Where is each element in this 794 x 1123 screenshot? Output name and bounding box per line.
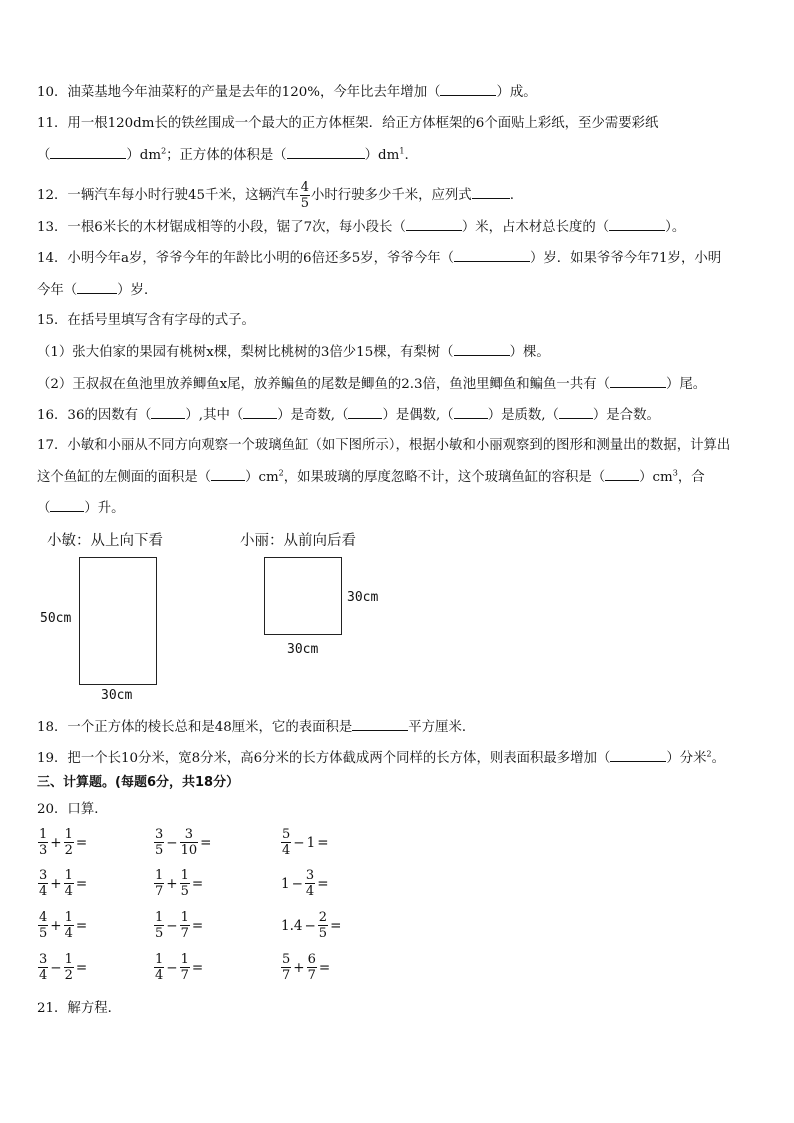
fraction	[180, 952, 190, 983]
question-13: 13．一根6米长的木材锯成相等的小段，锯了7次，每小段长（ ）米，占木材总长度的（ ）。	[37, 217, 685, 238]
numerator: 1	[64, 868, 73, 883]
answer-blank[interactable]	[50, 498, 84, 512]
question-11-line1: 11．用一根120dm长的铁丝围成一个最大的正方体框架．给正方体框架的6个面贴上彩纸，至少需要彩纸	[37, 116, 659, 131]
denominator: 4	[282, 843, 291, 858]
fraction	[154, 868, 164, 899]
denominator: 4	[64, 884, 73, 899]
denominator: 7	[180, 926, 189, 941]
denominator: 4	[64, 926, 73, 941]
question-14-line1: 14．小明今年a岁，爷爷今年的年龄比小明的6倍还多5岁，爷爷今年（ ）岁．如果爷爷今年71岁，小明	[37, 248, 721, 269]
denominator: 4	[305, 884, 315, 899]
fraction	[64, 827, 74, 858]
question-14-line2: 今年（ ）岁．	[37, 280, 157, 301]
equals-sign: =	[191, 917, 204, 934]
operator: +	[50, 917, 62, 934]
denominator: 7	[282, 968, 291, 983]
fraction	[64, 952, 74, 983]
operator: +	[293, 959, 305, 976]
question-15-part1: （1）张大伯家的果园有桃树x棵，梨树比桃树的3倍少15棵，有梨树（ ）棵。	[37, 342, 550, 363]
question-10: 10．油菜基地今年油菜籽的产量是去年的120%，今年比去年增加（ ）成。	[37, 82, 537, 103]
denominator: 5	[155, 843, 164, 858]
denominator: 7	[155, 884, 164, 899]
operator: −	[166, 959, 178, 976]
operator: −	[293, 834, 305, 851]
answer-blank[interactable]	[472, 185, 510, 199]
question-17-line3: （ ）升。	[37, 498, 125, 519]
numerator: 3	[305, 868, 315, 883]
numerator: 1	[155, 910, 164, 925]
numerator: 4	[39, 910, 48, 925]
numerator: 3	[39, 868, 48, 883]
question-16: 16．36的因数有（ ）,其中（ ）是奇数,（ ）是偶数,（ ）是质数,（ ）是合数。	[37, 405, 660, 426]
figure-caption-front-view: 小丽：从前向后看	[240, 533, 356, 549]
fraction	[180, 827, 199, 858]
equals-sign: =	[317, 875, 329, 892]
figure-caption-top-view: 小敏：从上向下看	[47, 533, 163, 549]
numerator: 3	[155, 827, 164, 842]
numerator: 6	[307, 952, 316, 967]
operator: −	[291, 875, 303, 892]
oral-calc-item	[153, 827, 212, 858]
operator: +	[166, 875, 178, 892]
fraction	[154, 827, 164, 858]
operator: −	[304, 917, 316, 934]
oral-calc-item	[280, 910, 342, 941]
oral-calc-item	[153, 952, 204, 983]
fraction	[64, 868, 74, 899]
fraction	[305, 868, 315, 899]
answer-blank[interactable]	[77, 280, 117, 294]
front-view-height-label: 30cm	[347, 590, 379, 605]
answer-blank[interactable]	[211, 467, 245, 481]
numerator: 1	[64, 910, 73, 925]
denominator: 5	[39, 926, 48, 941]
question-15-part2: （2）王叔叔在鱼池里放养鲫鱼x尾，放养鳊鱼的尾数是鲫鱼的2.3倍，鱼池里鲫鱼和鳊鱼一共有（ ）尾。	[37, 374, 706, 395]
oral-calc-item	[280, 827, 330, 858]
answer-blank[interactable]	[610, 374, 666, 388]
whole-number: 1	[281, 875, 290, 892]
equals-sign: =	[191, 875, 204, 892]
fraction	[154, 910, 164, 941]
fraction	[38, 952, 48, 983]
oral-calc-item	[37, 952, 88, 983]
question-18: 18．一个正方体的棱长总和是48厘米，它的表面积是 平方厘米．	[37, 717, 475, 738]
operator: +	[50, 834, 62, 851]
oral-calc-item	[37, 868, 88, 899]
oral-calc-item	[280, 952, 331, 983]
answer-blank[interactable]	[406, 217, 462, 231]
operator: −	[166, 834, 178, 851]
fraction	[307, 952, 317, 983]
question-19: 19．把一个长10分米，宽8分米，高6分米的长方体截成两个同样的长方体，则表面积最多增加（ ）分米$^2$。	[37, 749, 726, 766]
oral-calc-item	[37, 827, 88, 858]
operator: +	[50, 875, 62, 892]
answer-blank[interactable]	[610, 748, 666, 762]
numerator: 5	[282, 827, 291, 842]
numerator: 1	[180, 868, 189, 883]
answer-blank[interactable]	[348, 405, 382, 419]
operator: −	[50, 959, 62, 976]
numerator: 5	[282, 952, 291, 967]
section-3-heading: 三、计算题。(每题6分，共18分）	[37, 775, 240, 790]
denominator: 7	[307, 968, 316, 983]
answer-blank[interactable]	[151, 405, 185, 419]
question-11-line2: （ ）$dm^2$；正方体的体积是（ ）$dm^1$.	[37, 146, 409, 163]
oral-calc-item	[37, 910, 88, 941]
numerator: 1	[39, 827, 48, 842]
numerator: 1	[64, 827, 73, 842]
question-12: 12．一辆汽车每小时行驶45千米，这辆汽车 $\frac{4}{5}$ 小时行驶多少千米，应列式 .	[37, 180, 514, 211]
whole-number: 1.4	[281, 917, 303, 934]
whole-number: 1	[306, 834, 316, 851]
question-17-line2: 这个鱼缸的左侧面的面积是（ ）$cm^2$，如果玻璃的厚度忽略不计，这个玻璃鱼缸的容积是（ ）$cm^3$，合	[37, 468, 705, 485]
numerator: 1	[155, 868, 164, 883]
fraction	[180, 910, 190, 941]
front-view-square	[264, 557, 342, 635]
question-21-title: 21．解方程．	[37, 1001, 121, 1016]
question-20-title: 20．口算．	[37, 802, 108, 817]
numerator: 2	[318, 910, 328, 925]
answer-blank[interactable]	[559, 405, 593, 419]
top-view-height-label: 50cm	[40, 611, 72, 626]
denominator: 5	[155, 926, 164, 941]
answer-blank[interactable]	[243, 405, 277, 419]
numerator: 3	[184, 827, 193, 842]
denominator: 3	[39, 843, 48, 858]
numerator: 1	[180, 910, 189, 925]
top-view-rectangle	[79, 557, 157, 685]
fraction	[281, 827, 291, 858]
equals-sign: =	[317, 834, 329, 851]
numerator: 1	[155, 952, 164, 967]
denominator: 5	[318, 926, 328, 941]
numerator: 3	[39, 952, 48, 967]
equals-sign: =	[318, 959, 331, 976]
equals-sign: =	[75, 875, 88, 892]
front-view-width-label: 30cm	[287, 642, 319, 657]
operator: −	[166, 917, 178, 934]
denominator: 2	[64, 968, 73, 983]
fraction	[38, 868, 48, 899]
answer-blank[interactable]	[50, 145, 126, 159]
answer-blank[interactable]	[454, 405, 488, 419]
denominator: 4	[39, 968, 48, 983]
fraction	[38, 827, 48, 858]
answer-blank[interactable]	[287, 145, 365, 159]
denominator: 10	[180, 843, 198, 858]
oral-calc-item	[153, 868, 204, 899]
equals-sign: =	[75, 834, 88, 851]
equals-sign: =	[75, 917, 88, 934]
fraction: $\frac{4}{5}$	[300, 180, 309, 211]
numerator: 1	[64, 952, 73, 967]
denominator: 5	[180, 884, 189, 899]
equals-sign: =	[200, 834, 212, 851]
equals-sign: =	[191, 959, 204, 976]
fraction	[64, 910, 74, 941]
fraction	[318, 910, 328, 941]
question-15-title: 15．在括号里填写含有字母的式子。	[37, 313, 255, 328]
fraction	[180, 868, 190, 899]
answer-blank[interactable]	[454, 248, 530, 262]
fraction	[281, 952, 291, 983]
denominator: 4	[39, 884, 48, 899]
answer-blank[interactable]	[454, 342, 510, 356]
equals-sign: =	[75, 959, 88, 976]
denominator: 4	[155, 968, 164, 983]
oral-calc-item	[280, 868, 330, 899]
oral-calc-item	[153, 910, 204, 941]
denominator: 7	[180, 968, 189, 983]
top-view-width-label: 30cm	[101, 688, 133, 703]
answer-blank[interactable]	[352, 717, 408, 731]
answer-blank[interactable]	[609, 217, 665, 231]
answer-blank[interactable]	[605, 467, 639, 481]
answer-blank[interactable]	[440, 82, 496, 96]
denominator: 2	[64, 843, 73, 858]
numerator: 1	[180, 952, 189, 967]
fraction	[154, 952, 164, 983]
equals-sign: =	[330, 917, 342, 934]
fraction	[38, 910, 48, 941]
question-17-line1: 17．小敏和小丽从不同方向观察一个玻璃鱼缸（如下图所示），根据小敏和小丽观察到的图形和测量出的数据，计算出	[37, 438, 731, 453]
